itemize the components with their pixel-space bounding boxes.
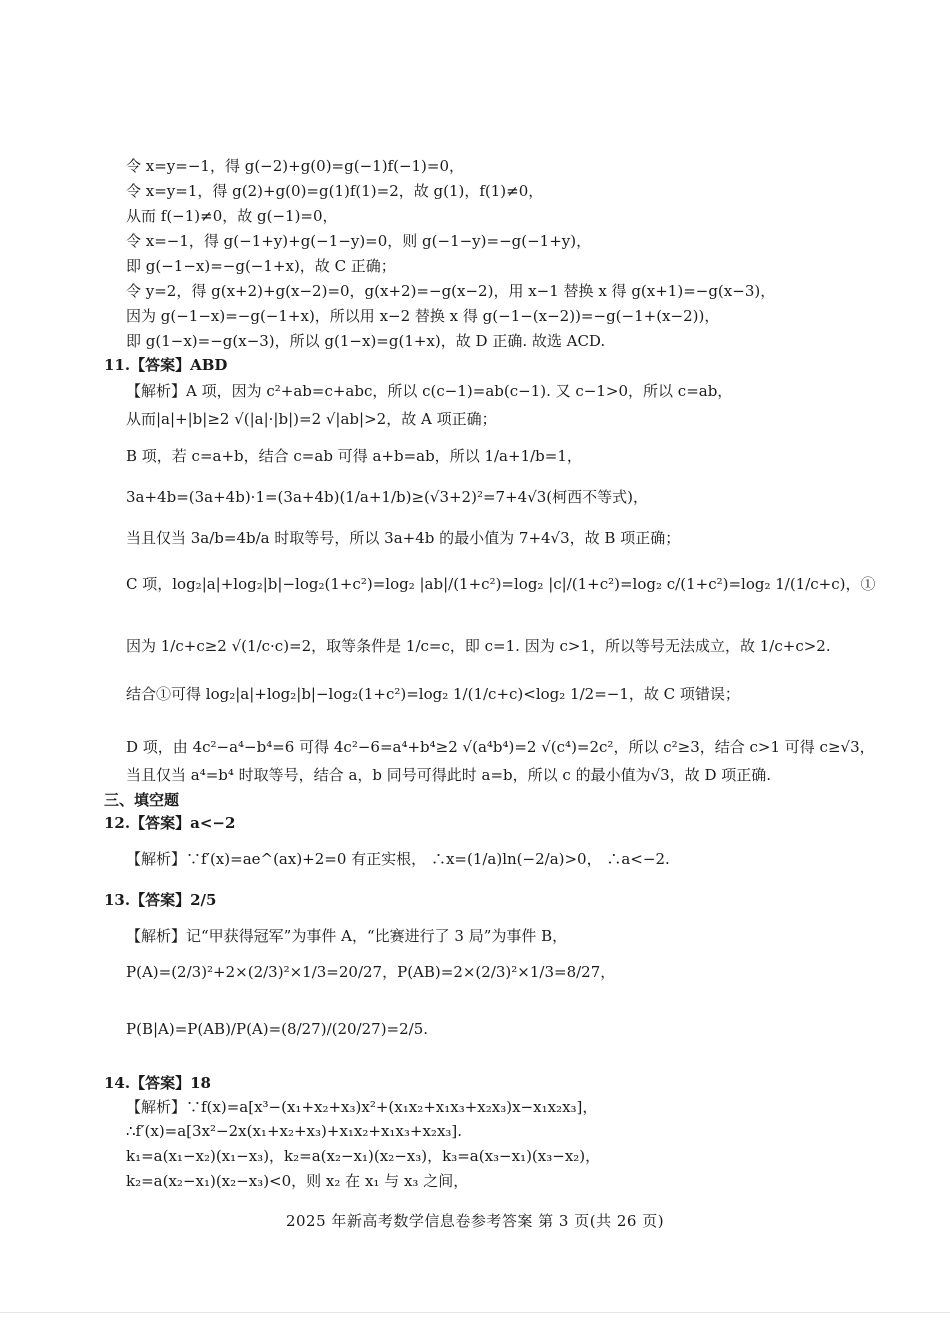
solution-line: 【解析】∵f(x)=a[x³−(x₁+x₂+x₃)x²+(x₁x₂+x₁x₃+x₂x₃)x−x₁x₂x₃]， (126, 1098, 598, 1116)
solution-line: 即 g(1−x)=−g(x−3)，所以 g(1−x)=g(1+x)，故 D 正确. 故选 ACD. (126, 332, 606, 350)
solution-line: B 项，若 c=a+b，结合 c=ab 可得 a+b=ab，所以 1/a+1/b=1， (126, 447, 582, 465)
solution-line: 从而 f(−1)≠0，故 g(−1)=0， (126, 207, 338, 225)
solution-line: 令 y=2，得 g(x+2)+g(x−2)=0，g(x+2)=−g(x−2)，用 x−1 替换 x 得 g(x+1)=−g(x−3)， (126, 282, 776, 300)
solution-line: 令 x=y=−1，得 g(−2)+g(0)=g(−1)f(−1)=0， (126, 157, 465, 175)
solution-line: 令 x=−1，得 g(−1+y)+g(−1−y)=0，则 g(−1−y)=−g(−1+y)， (126, 232, 592, 250)
solution-line: ∴f′(x)=a[3x²−2x(x₁+x₂+x₃)+x₁x₂+x₁x₃+x₂x₃]. (126, 1122, 463, 1140)
solution-line: C 项，log₂|a|+log₂|b|−log₂(1+c²)=log₂ |ab|/(1+c²)=log₂ |c|/(1+c²)=log₂ c/(1+c²)=log₂ 1/(1/c+c)，① (126, 575, 876, 593)
question-14-answer: 14.【答案】18 (104, 1074, 211, 1092)
solution-line: 3a+4b=(3a+4b)·1=(3a+4b)(1/a+1/b)≥(√3+2)²=7+4√3(柯西不等式)， (126, 488, 648, 506)
solution-line: k₂=a(x₂−x₁)(x₂−x₃)<0，则 x₂ 在 x₁ 与 x₃ 之间， (126, 1172, 469, 1190)
solution-line: D 项，由 4c²−a⁴−b⁴=6 可得 4c²−6=a⁴+b⁴≥2 √(a⁴b⁴)=2 √(c⁴)=2c²，所以 c²≥3，结合 c>1 可得 c≥√3， (126, 738, 875, 756)
solution-line: 【解析】记“甲获得冠军”为事件 A，“比赛进行了 3 局”为事件 B， (126, 927, 568, 945)
solution-line: P(B|A)=P(AB)/P(A)=(8/27)/(20/27)=2/5. (126, 1020, 429, 1038)
solution-line: 令 x=y=1，得 g(2)+g(0)=g(1)f(1)=2，故 g(1)，f(1)≠0， (126, 182, 544, 200)
solution-line: 【解析】∵f′(x)=ae^(ax)+2=0 有正实根， ∴x=(1/a)ln(−2/a)>0， ∴a<−2. (126, 850, 670, 868)
solution-line: 因为 g(−1−x)=−g(−1+x)，所以用 x−2 替换 x 得 g(−1−(x−2))=−g(−1+(x−2))， (126, 307, 720, 325)
solution-line: 当且仅当 3a/b=4b/a 时取等号，所以 3a+4b 的最小值为 7+4√3，故 B 项正确； (126, 529, 681, 547)
page-footer: 2025 年新高考数学信息卷参考答案 第 3 页(共 26 页) (285, 1212, 665, 1230)
question-11-answer: 11.【答案】ABD (104, 356, 228, 374)
solution-line: 因为 1/c+c≥2 √(1/c·c)=2，取等条件是 1/c=c，即 c=1. 因为 c>1，所以等号无法成立，故 1/c+c>2. (126, 637, 831, 655)
solution-line: 当且仅当 a⁴=b⁴ 时取等号，结合 a，b 同号可得此时 a=b，所以 c 的最小值为√3，故 D 项正确. (126, 766, 772, 784)
section-heading: 三、填空题 (104, 791, 180, 809)
solution-line: P(A)=(2/3)²+2×(2/3)²×1/3=20/27，P(AB)=2×(2/3)²×1/3=8/27， (126, 963, 616, 981)
solution-line: 从而|a|+|b|≥2 √(|a|·|b|)=2 √|ab|>2，故 A 项正确； (126, 410, 497, 428)
solution-line: 即 g(−1−x)=−g(−1+x)，故 C 正确； (126, 257, 396, 275)
solution-line: 结合①可得 log₂|a|+log₂|b|−log₂(1+c²)=log₂ 1/(1/c+c)<log₂ 1/2=−1，故 C 项错误； (126, 685, 740, 703)
solution-line: k₁=a(x₁−x₂)(x₁−x₃)，k₂=a(x₂−x₁)(x₂−x₃)，k₃=a(x₃−x₁)(x₃−x₂)， (126, 1147, 601, 1165)
bottom-divider (0, 1312, 950, 1313)
question-12-answer: 12.【答案】a<−2 (104, 814, 236, 832)
solution-line: 【解析】A 项，因为 c²+ab=c+abc，所以 c(c−1)=ab(c−1). 又 c−1>0，所以 c=ab， (126, 382, 733, 400)
question-13-answer: 13.【答案】2/5 (104, 891, 217, 909)
